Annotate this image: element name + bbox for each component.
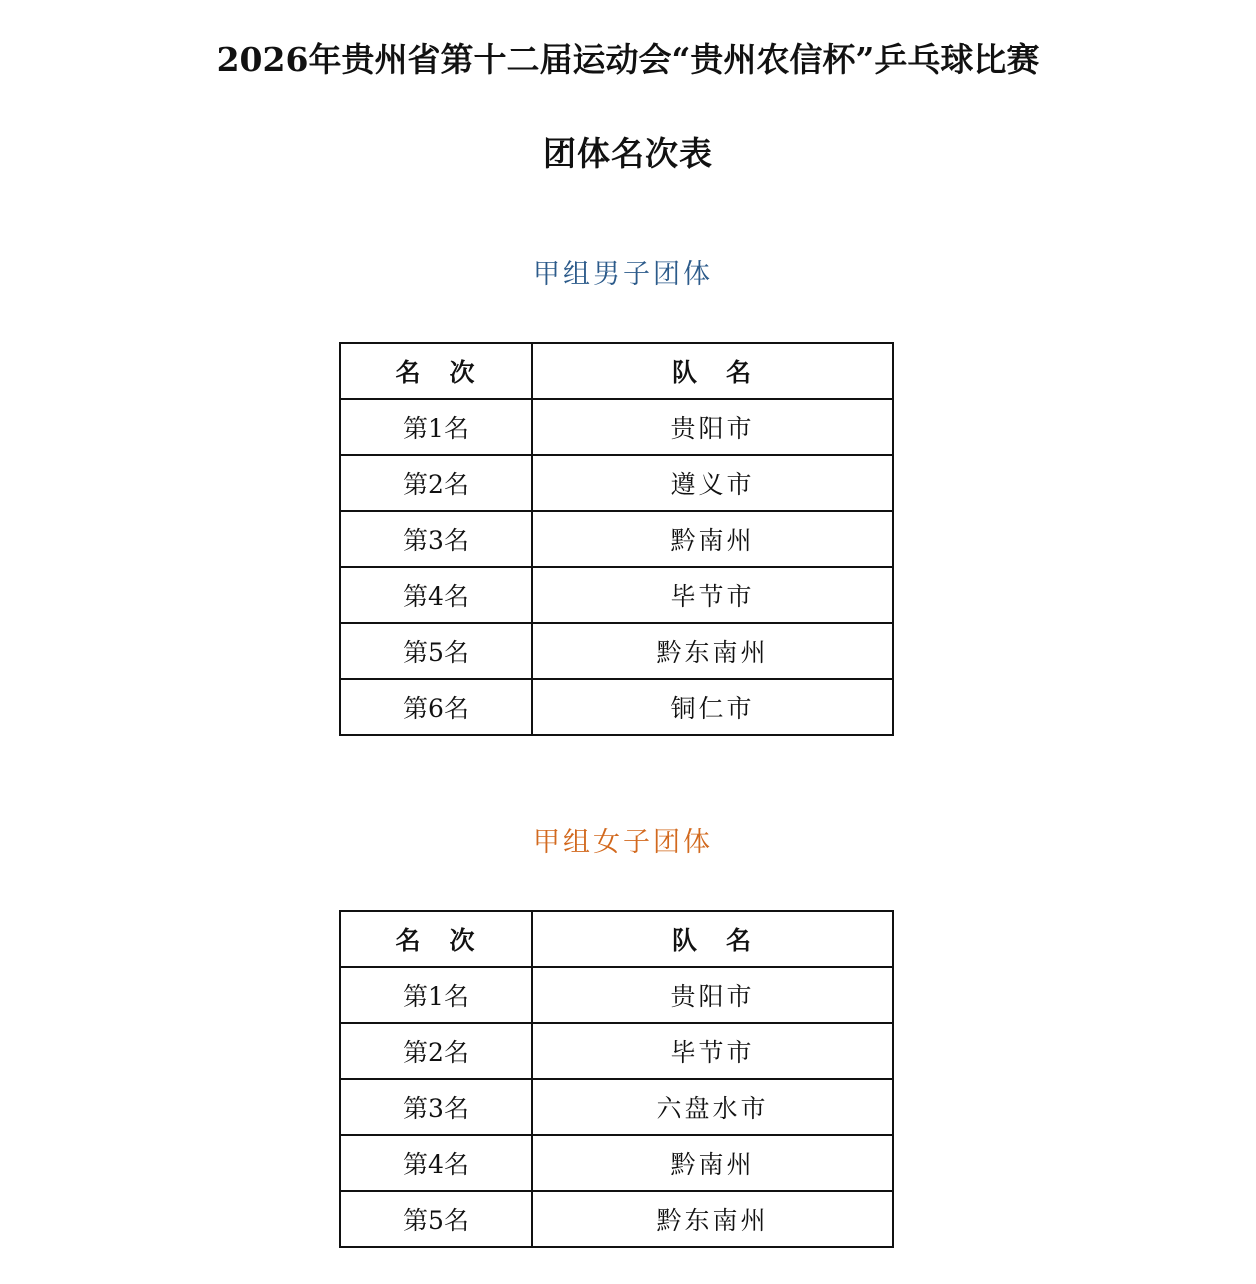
table-header-row bbox=[340, 911, 893, 967]
rank-cell: 第5名 bbox=[340, 1191, 532, 1247]
table-row bbox=[340, 1079, 893, 1135]
team-cell: 六盘水市 bbox=[532, 1079, 893, 1135]
team-cell: 毕节市 bbox=[532, 1023, 893, 1079]
team-cell: 贵阳市 bbox=[532, 967, 893, 1023]
table-row bbox=[340, 967, 893, 1023]
table-row bbox=[340, 567, 893, 623]
team-column-header: 队 名 bbox=[532, 911, 893, 967]
team-cell: 铜仁市 bbox=[532, 679, 893, 735]
team-cell: 黔东南州 bbox=[532, 1191, 893, 1247]
women-team-heading: 甲组女子团体 bbox=[533, 827, 713, 858]
rank-cell: 第5名 bbox=[340, 623, 532, 679]
table-row bbox=[340, 1135, 893, 1191]
rank-column-header: 名 次 bbox=[340, 343, 532, 399]
table-row bbox=[340, 455, 893, 511]
rank-column-header: 名 次 bbox=[340, 911, 532, 967]
team-cell: 黔东南州 bbox=[532, 623, 893, 679]
team-cell: 遵义市 bbox=[532, 455, 893, 511]
table-row bbox=[340, 1023, 893, 1079]
team-column-header: 队 名 bbox=[532, 343, 893, 399]
team-cell: 毕节市 bbox=[532, 567, 893, 623]
men-team-ranking-table bbox=[339, 342, 894, 736]
rank-cell: 第4名 bbox=[340, 1135, 532, 1191]
table-row bbox=[340, 679, 893, 735]
rank-cell: 第2名 bbox=[340, 1023, 532, 1079]
table-row bbox=[340, 623, 893, 679]
document-title: 2026年贵州省第十二届运动会“贵州农信杯”乒乓球比赛 bbox=[216, 40, 1040, 79]
team-cell: 黔南州 bbox=[532, 511, 893, 567]
rank-cell: 第4名 bbox=[340, 567, 532, 623]
rank-cell: 第2名 bbox=[340, 455, 532, 511]
rank-cell: 第1名 bbox=[340, 967, 532, 1023]
rank-cell: 第1名 bbox=[340, 399, 532, 455]
team-cell: 贵阳市 bbox=[532, 399, 893, 455]
team-cell: 黔南州 bbox=[532, 1135, 893, 1191]
women-team-ranking-table bbox=[339, 910, 894, 1248]
rank-cell: 第3名 bbox=[340, 1079, 532, 1135]
document-subtitle: 团体名次表 bbox=[543, 134, 713, 173]
table-row bbox=[340, 511, 893, 567]
table-row bbox=[340, 399, 893, 455]
rank-cell: 第6名 bbox=[340, 679, 532, 735]
men-team-heading: 甲组男子团体 bbox=[533, 259, 713, 290]
rank-cell: 第3名 bbox=[340, 511, 532, 567]
table-header-row bbox=[340, 343, 893, 399]
table-row bbox=[340, 1191, 893, 1247]
